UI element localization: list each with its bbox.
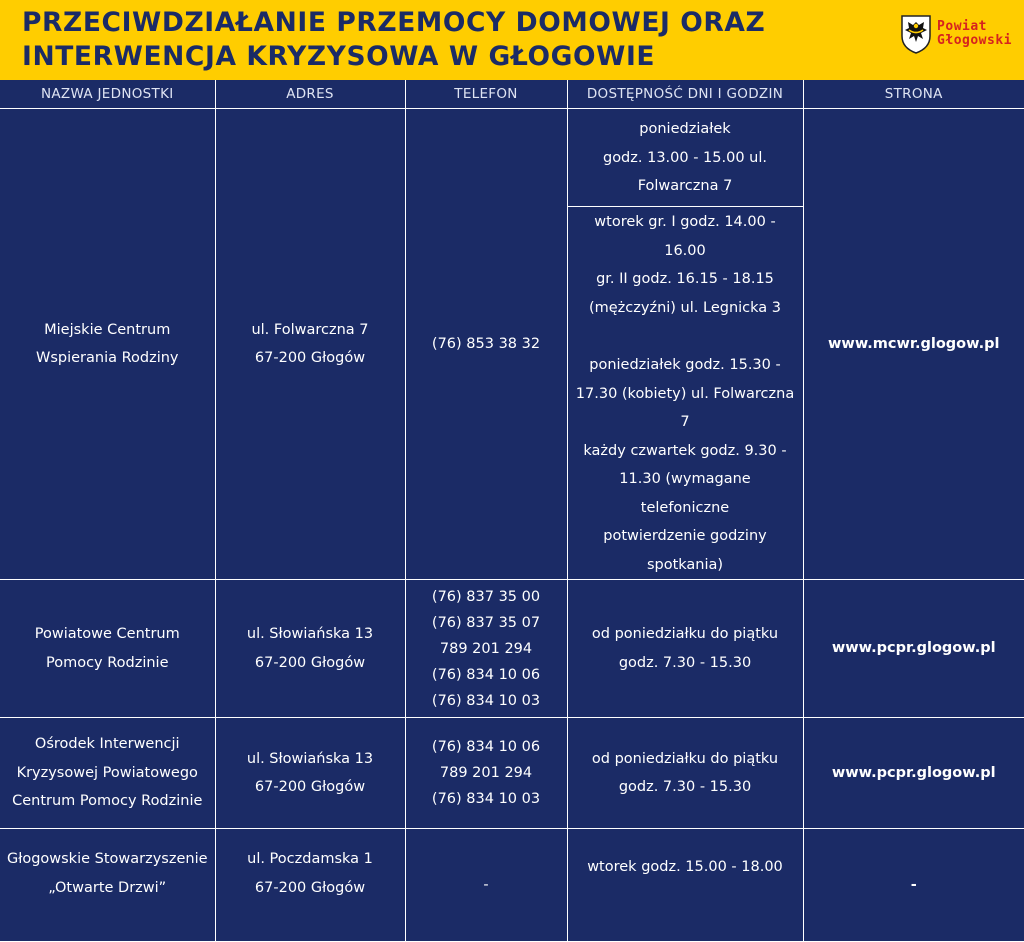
unit-name: Miejskie Centrum Wspierania Rodziny [0,109,215,580]
column-header-address: ADRES [215,80,405,109]
unit-availability: wtorek godz. 15.00 - 18.00 [567,829,803,942]
phone-number: - [483,877,489,893]
logo-text-line2: Głogowski [937,33,1012,48]
unit-address: ul. Poczdamska 1 67-200 Głogów [215,829,405,942]
units-table [0,80,1024,942]
unit-address: ul. Folwarczna 7 67-200 Głogów [215,109,405,580]
table-row [0,109,1024,580]
unit-website-link: - [803,829,1024,942]
logo-text [937,20,1012,48]
phone-number[interactable]: (76) 834 10 03 [431,791,541,807]
page-title: PRZECIWDZIAŁANIE PRZEMOCY DOMOWEJ ORAZ INTERWENCJA KRYZYSOWA W GŁOGOWIE [22,7,766,72]
phone-number[interactable]: (76) 837 35 00 [431,588,541,605]
phone-number[interactable]: (76) 837 35 07 [431,614,541,631]
phone-number[interactable]: 789 201 294 [439,765,533,781]
availability-spacer [568,322,803,350]
unit-phones [405,829,567,942]
table-row [0,718,1024,829]
unit-availability: od poniedziałku do piątku godz. 7.30 - 15.30 [567,718,803,829]
unit-address: ul. Słowiańska 13 67-200 Głogów [215,718,405,829]
column-header-phone: TELEFON [405,80,567,109]
unit-website-link[interactable]: www.pcpr.glogow.pl [803,718,1024,829]
header-banner [0,0,1024,80]
phone-number[interactable]: 789 201 294 [439,640,533,657]
table-row [0,580,1024,718]
unit-phones [405,580,567,718]
phone-number[interactable]: (76) 834 10 03 [431,692,541,709]
column-header-availability: DOSTĘPNOŚĆ DNI I GODZIN [567,80,803,109]
eagle-crest-icon [899,14,933,54]
unit-name: Ośrodek Interwencji Kryzysowej Powiatowego Centrum Pomocy Rodzinie [0,718,215,829]
unit-phones [405,109,567,580]
availability-slot: wtorek gr. I godz. 14.00 - 16.00 gr. II godz. 16.15 - 18.15 (mężczyźni) ul. Legnicka 3 [588,214,781,316]
unit-address: ul. Słowiańska 13 67-200 Głogów [215,580,405,718]
table-row [0,829,1024,942]
column-header-website: STRONA [803,80,1024,109]
unit-phones [405,718,567,829]
column-header-name: NAZWA JEDNOSTKI [0,80,215,109]
powiat-logo[interactable] [899,14,1012,54]
phone-number[interactable]: (76) 834 10 06 [431,666,541,683]
unit-name: Głogowskie Stowarzyszenie „Otwarte Drzwi” [0,829,215,942]
logo-text-line1: Powiat [937,19,988,34]
unit-website-link[interactable]: www.mcwr.glogow.pl [803,109,1024,580]
unit-availability: od poniedziałku do piątku godz. 7.30 - 15.30 [567,580,803,718]
unit-website-link[interactable]: www.pcpr.glogow.pl [803,580,1024,718]
availability-slot: poniedziałek godz. 13.00 - 15.00 ul. Folwarczna 7 [568,109,803,207]
unit-name: Powiatowe Centrum Pomocy Rodzinie [0,580,215,718]
unit-availability [567,109,803,580]
phone-number[interactable]: (76) 834 10 06 [431,739,541,755]
availability-slot: poniedziałek godz. 15.30 - 17.30 (kobiety) ul. Folwarczna 7 każdy czwartek godz. 9.30 - 11.30 (wymagane telefoniczne potwierdzenie godziny spotkania) [575,357,795,573]
table-header-row [0,80,1024,109]
phone-number[interactable]: (76) 853 38 32 [431,336,541,352]
